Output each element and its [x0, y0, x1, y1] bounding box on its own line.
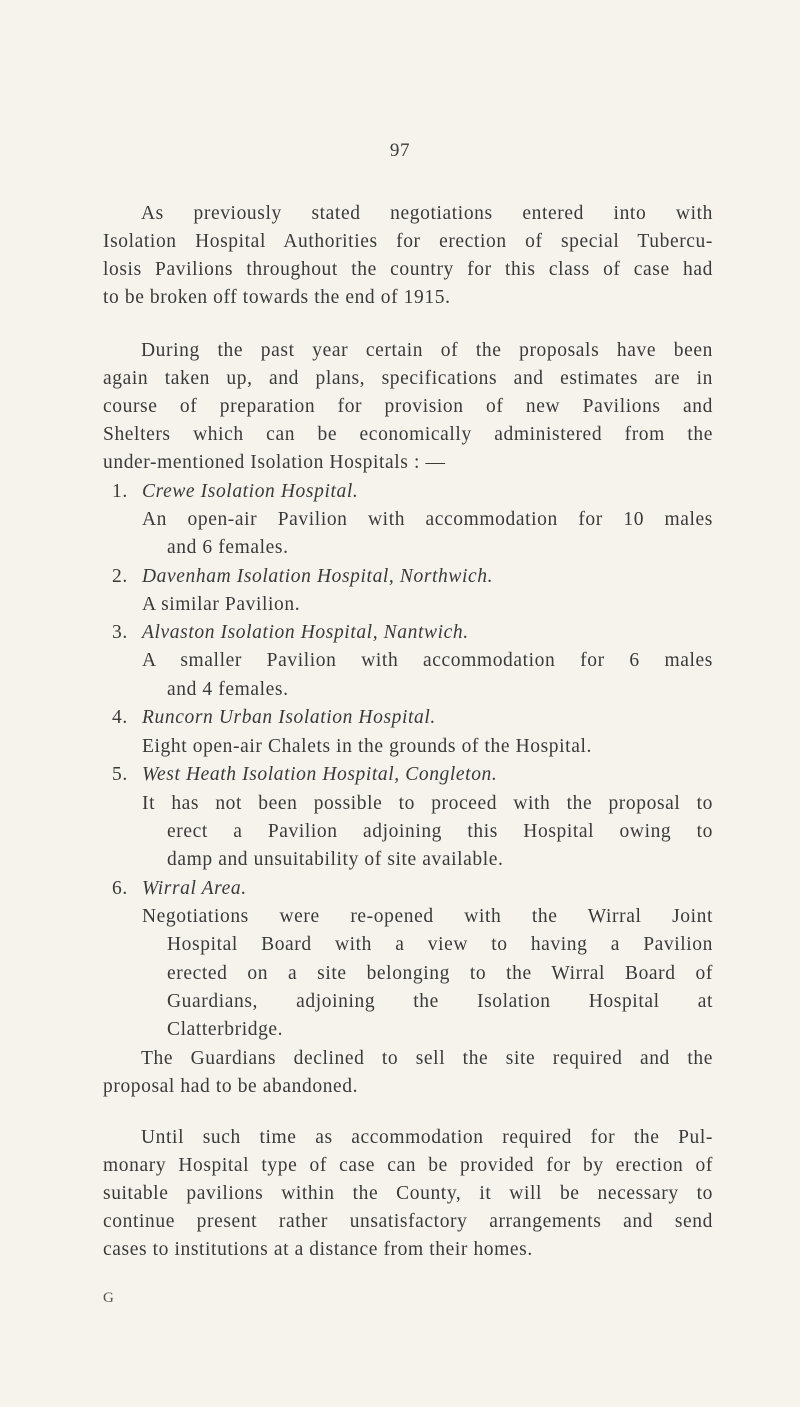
- text-line: As previously stated negotiations entered into with: [141, 203, 713, 224]
- list-item-number: 6.: [112, 878, 128, 899]
- list-item-number: 3.: [112, 622, 128, 643]
- text-line: Clatterbridge.: [167, 1019, 284, 1040]
- text-line: to be broken off towards the end of 1915.: [103, 287, 451, 308]
- text-line: again taken up, and plans, specifications and estimates are in: [103, 368, 713, 389]
- text-line: It has not been possible to proceed with the proposal to: [142, 793, 713, 814]
- text-line: losis Pavilions throughout the country for this class of case had: [103, 259, 713, 280]
- text-line: and 6 females.: [167, 537, 289, 558]
- list-item-title: Davenham Isolation Hospital, Northwich.: [142, 566, 494, 587]
- text-line: erected on a site belonging to the Wirral Board of: [167, 963, 713, 984]
- text-line: cases to institutions at a distance from their homes.: [103, 1239, 533, 1260]
- list-item-number: 5.: [112, 764, 128, 785]
- text-line: During the past year certain of the proposals have been: [141, 340, 713, 361]
- list-item-number: 4.: [112, 707, 128, 728]
- list-item-title: Crewe Isolation Hospital.: [142, 481, 359, 502]
- page-number: 97: [389, 140, 411, 161]
- text-line: Until such time as accommodation required for the Pul-: [141, 1127, 713, 1148]
- list-item-title: Runcorn Urban Isolation Hospital.: [142, 707, 436, 728]
- list-item-title: West Heath Isolation Hospital, Congleton.: [142, 764, 498, 785]
- text-line: Shelters which can be economically administered from the: [103, 424, 713, 445]
- text-line: damp and unsuitability of site available.: [167, 849, 504, 870]
- text-line: suitable pavilions within the County, it will be necessary to: [103, 1183, 713, 1204]
- text-line: A smaller Pavilion with accommodation for 6 males: [142, 650, 713, 671]
- text-line: Eight open-air Chalets in the grounds of the Hospital.: [142, 736, 592, 757]
- text-line: continue present rather unsatisfactory arrangements and send: [103, 1211, 713, 1232]
- text-line: Negotiations were re-opened with the Wirral Joint: [142, 906, 713, 927]
- text-line: erect a Pavilion adjoining this Hospital owing to: [167, 821, 713, 842]
- text-line: course of preparation for provision of new Pavilions and: [103, 396, 713, 417]
- text-line: A similar Pavilion.: [142, 594, 301, 615]
- text-line: The Guardians declined to sell the site required and the: [141, 1048, 713, 1069]
- text-line: An open-air Pavilion with accommodation for 10 males: [142, 509, 713, 530]
- text-line: and 4 females.: [167, 679, 289, 700]
- list-item-title: Alvaston Isolation Hospital, Nantwich.: [142, 622, 469, 643]
- list-item-number: 1.: [112, 481, 128, 502]
- text-line: Hospital Board with a view to having a Pavilion: [167, 934, 713, 955]
- signature-mark: G: [103, 1290, 115, 1306]
- list-item-number: 2.: [112, 566, 128, 587]
- text-line: proposal had to be abandoned.: [103, 1076, 359, 1097]
- text-line: monary Hospital type of case can be provided for by erection of: [103, 1155, 713, 1176]
- text-line: Guardians, adjoining the Isolation Hospital at: [167, 991, 713, 1012]
- text-line: Isolation Hospital Authorities for erection of special Tubercu-: [103, 231, 713, 252]
- list-item-title: Wirral Area.: [142, 878, 247, 899]
- text-line: under-mentioned Isolation Hospitals : —: [103, 452, 446, 473]
